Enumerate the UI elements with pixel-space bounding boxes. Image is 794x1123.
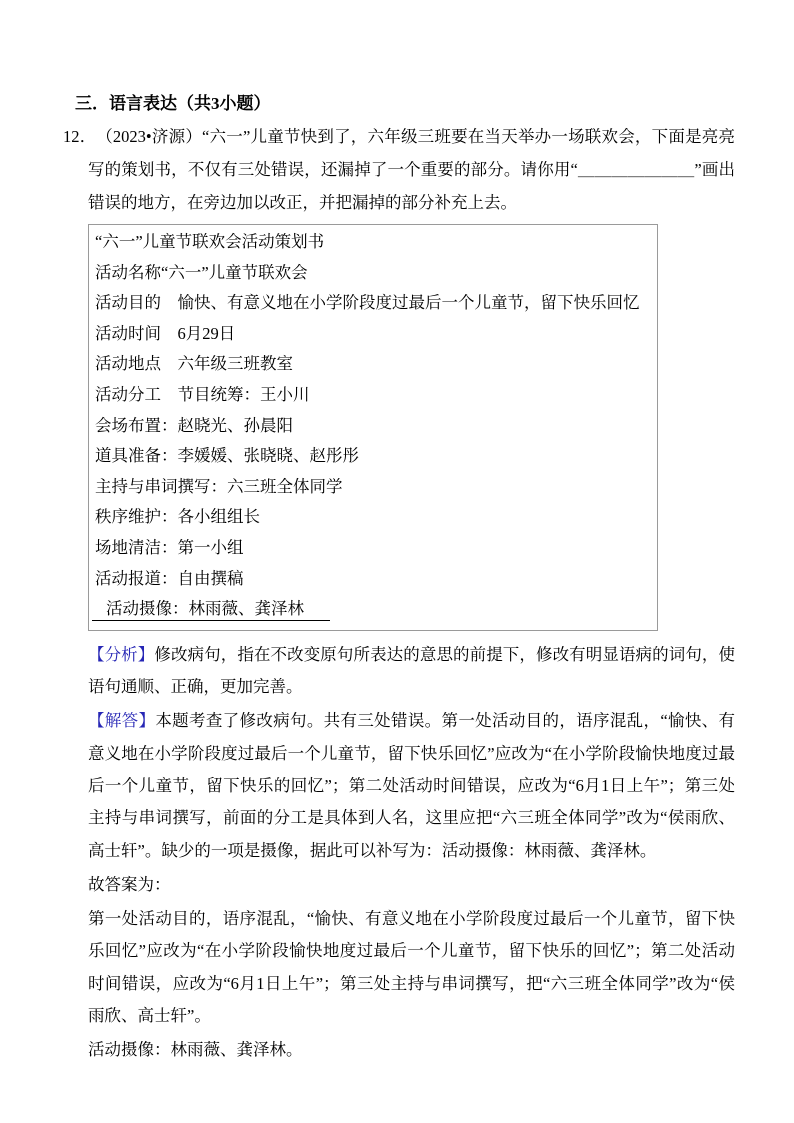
plan-line-division: 活动分工 节目统筹：王小川 xyxy=(95,384,310,404)
answer-label: 【解答】 xyxy=(88,711,156,731)
plan-line-name: 活动名称“六一”儿童节联欢会 xyxy=(95,262,308,282)
plan-line-reporting: 活动报道：自由撰稿 xyxy=(95,568,244,588)
answer-text: 本题考查了修改病句。共有三处错误。第一处活动目的，语序混乱，“愉快、有意义地在小学阶段度过最后一个儿童节，留下快乐回忆”应改为“在小学阶段愉快地度过最后一个儿童节，留下快乐的回忆”；第二处活动时间错误，应改为“6月1日上午”；第三处主持与串词撰写，前面的分工是具体到人名，这里应把“六三班全体同学”改为“侯雨欣、高士轩”。缺少的一项是摄像，据此可以补写为：活动摄像：林雨薇、龚泽林。 xyxy=(88,711,736,860)
analysis-text: 修改病句，指在不改变原句所表达的意思的前提下，修改有明显语病的词句，使语句通顺、正确，更加完善。 xyxy=(88,644,736,697)
plan-line-host-script: 主持与串词撰写：六三班全体同学 xyxy=(95,476,343,496)
plan-line-props: 道具准备：李媛媛、张晓晓、赵彤彤 xyxy=(95,446,359,466)
camera-answer-underlined-text: 活动摄像：林雨薇、龚泽林 xyxy=(92,599,330,621)
plan-line-cleaning: 场地清洁：第一小组 xyxy=(95,537,244,557)
question-number: 12． xyxy=(63,127,97,146)
plan-line-place: 活动地点 六年级三班教室 xyxy=(95,354,293,374)
plan-line-time: 活动时间 6月29日 xyxy=(95,323,236,343)
analysis-label: 【分析】 xyxy=(88,644,155,664)
plan-box-title: “六一”儿童节联欢会活动策划书 xyxy=(95,232,325,251)
plan-line-order-keeping: 秩序维护：各小组组长 xyxy=(95,507,260,527)
question-text: （2023•济源）“六一”儿童节快到了，六年级三班要在当天举办一场联欢会，下面是亮亮写的策划书，不仅有三处错误，还漏掉了一个重要的部分。请你用“＿＿＿＿＿＿＿”画出错误的地方，在旁边加以改正，并把漏掉的部分补充上去。 xyxy=(88,127,735,212)
answer-paragraph xyxy=(88,705,735,866)
plan-line-venue-setup: 会场布置：赵晓光、孙晨阳 xyxy=(95,415,293,435)
section-header: 三．语言表达（共3小题） xyxy=(75,94,271,113)
activity-plan-box xyxy=(88,224,658,631)
question-12 xyxy=(63,120,735,219)
answer-conclusion: 第一处活动目的，语序混乱，“愉快、有意义地在小学阶段度过最后一个儿童节，留下快乐回忆”应改为“在小学阶段愉快地度过最后一个儿童节，留下快乐的回忆”；第二处活动时间错误，应改为“6月1日上午”；第三处主持与串词撰写，把“六三班全体同学”改为“侯雨欣、高士轩”。 xyxy=(88,909,735,1025)
plan-line-purpose: 活动目的 愉快、有意义地在小学阶段度过最后一个儿童节，留下快乐回忆 xyxy=(95,293,640,313)
answer-conclusion-intro: 故答案为： xyxy=(88,874,171,894)
plan-line-camera xyxy=(92,594,649,625)
answer-final-line: 活动摄像：林雨薇、龚泽林。 xyxy=(88,1040,303,1060)
analysis-paragraph xyxy=(88,639,735,704)
